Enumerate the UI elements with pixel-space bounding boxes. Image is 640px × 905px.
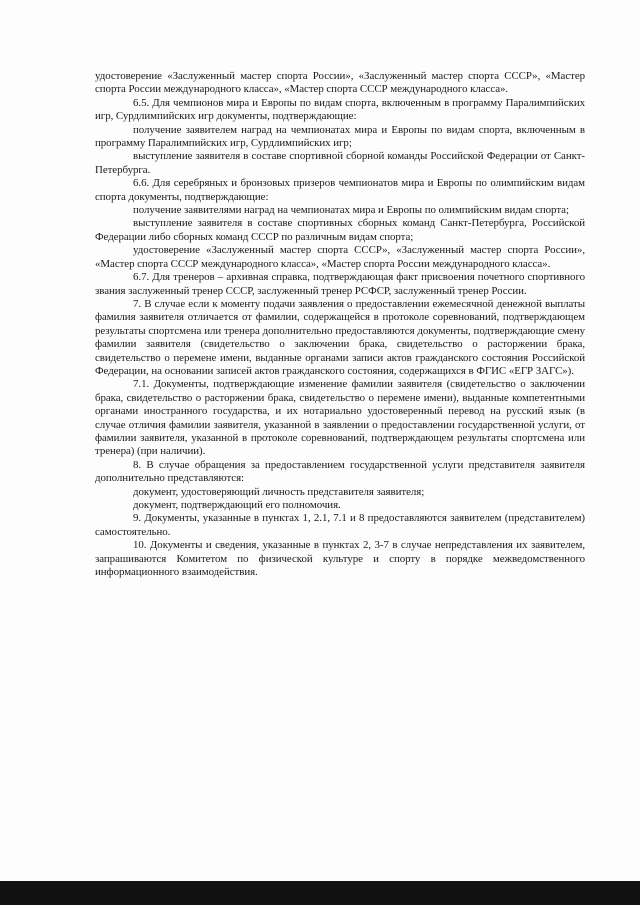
scan-bottom-edge: [0, 881, 640, 905]
paragraph-6-5-team: выступление заявителя в составе спортивной сборной команды Российской Федерации от Санкт-Петербурга.: [95, 150, 585, 176]
paragraph-6-6-titles: удостоверение «Заслуженный мастер спорта СССР», «Заслуженный мастер спорта России», «Мастер спорта СССР международного класса», «Мастер спорта России международного класса».: [95, 244, 585, 270]
document-body: [95, 70, 585, 579]
paragraph-6-5: 6.5. Для чемпионов мира и Европы по видам спорта, включенным в программу Паралимпийских игр, Сурдлимпийских игр документы, подтверждающие:: [95, 96, 585, 123]
paragraph-6-6-team: выступление заявителя в составе спортивных сборных команд Санкт-Петербурга, Российской Федерации либо сборных команд СССР по различным видам спорта;: [95, 217, 585, 243]
paragraph-8-authority-document: документ, подтверждающий его полномочия.: [133, 499, 341, 511]
paragraph-6-6: 6.6. Для серебряных и бронзовых призеров чемпионатов мира и Европы по олимпийским видам спорта документы, подтверждающие:: [95, 177, 585, 203]
paragraph-8-id-document: документ, удостоверяющий личность представителя заявителя;: [133, 485, 425, 498]
paragraph-7-1: 7.1. Документы, подтверждающие изменение фамилии заявителя (свидетельство о заключении брака, свидетельство о расторжении брака, свидетельство о перемене имени), выданные компетентными органами иностранного государства, и их нотариально удостоверенный перевод на русский язык (в случае отличия фамилии заявителя, указанной в заявлении о предоставлении государственной услуги, от фамилии заявителя, указанной в протоколе соревнований, подтверждающем результаты спортсмена или тренера) (при наличии).: [95, 378, 585, 458]
paragraph-6-6-awards: получение заявителями наград на чемпионатах мира и Европы по олимпийским видам спорта;: [133, 204, 569, 217]
paragraph-continuation-titles: удостоверение «Заслуженный мастер спорта России», «Заслуженный мастер спорта СССР», «Мастер спорта России международного класса», «Мастер спорта СССР международного класса».: [95, 70, 585, 96]
paragraph-6-5-awards: получение заявителем наград на чемпионатах мира и Европы по видам спорта, включенным в программу Паралимпийских игр, Сурдлимпийских игр;: [95, 123, 585, 150]
paragraph-7: 7. В случае если к моменту подачи заявления о предоставлении ежемесячной денежной выплаты фамилия заявителя отличается от фамилии, содержащейся в протоколе соревнований, подтверждающем результаты спортсмена или тренера дополнительно предоставляются документы, подтверждающие смену фамилии заявителя (свидетельство о заключении брака, свидетельство о расторжении брака, свидетельство о перемене имени, выданные органами записи актов гражданского состояния Российской Федерации, на основании записей актов гражданского состояния, содержащихся в ФГИС «ЕГР ЗАГС»).: [95, 297, 585, 377]
paragraph-10: 10. Документы и сведения, указанные в пунктах 2, 3-7 в случае непредставления их заявителем, запрашиваются Комитетом по физической культуре и спорту в порядке межведомственного информационного взаимодействия.: [95, 539, 585, 579]
paragraph-8: 8. В случае обращения за предоставлением государственной услуги представителя заявителя дополнительно представляются:: [95, 458, 585, 485]
paragraph-9: 9. Документы, указанные в пунктах 1, 2.1, 7.1 и 8 предоставляются заявителем (представителем) самостоятельно.: [95, 512, 585, 538]
paragraph-6-7: 6.7. Для тренеров – архивная справка, подтверждающая факт присвоения почетного спортивного звания заслуженный тренер СССР, заслуженный тренер РСФСР, заслуженный тренер России.: [95, 271, 585, 297]
